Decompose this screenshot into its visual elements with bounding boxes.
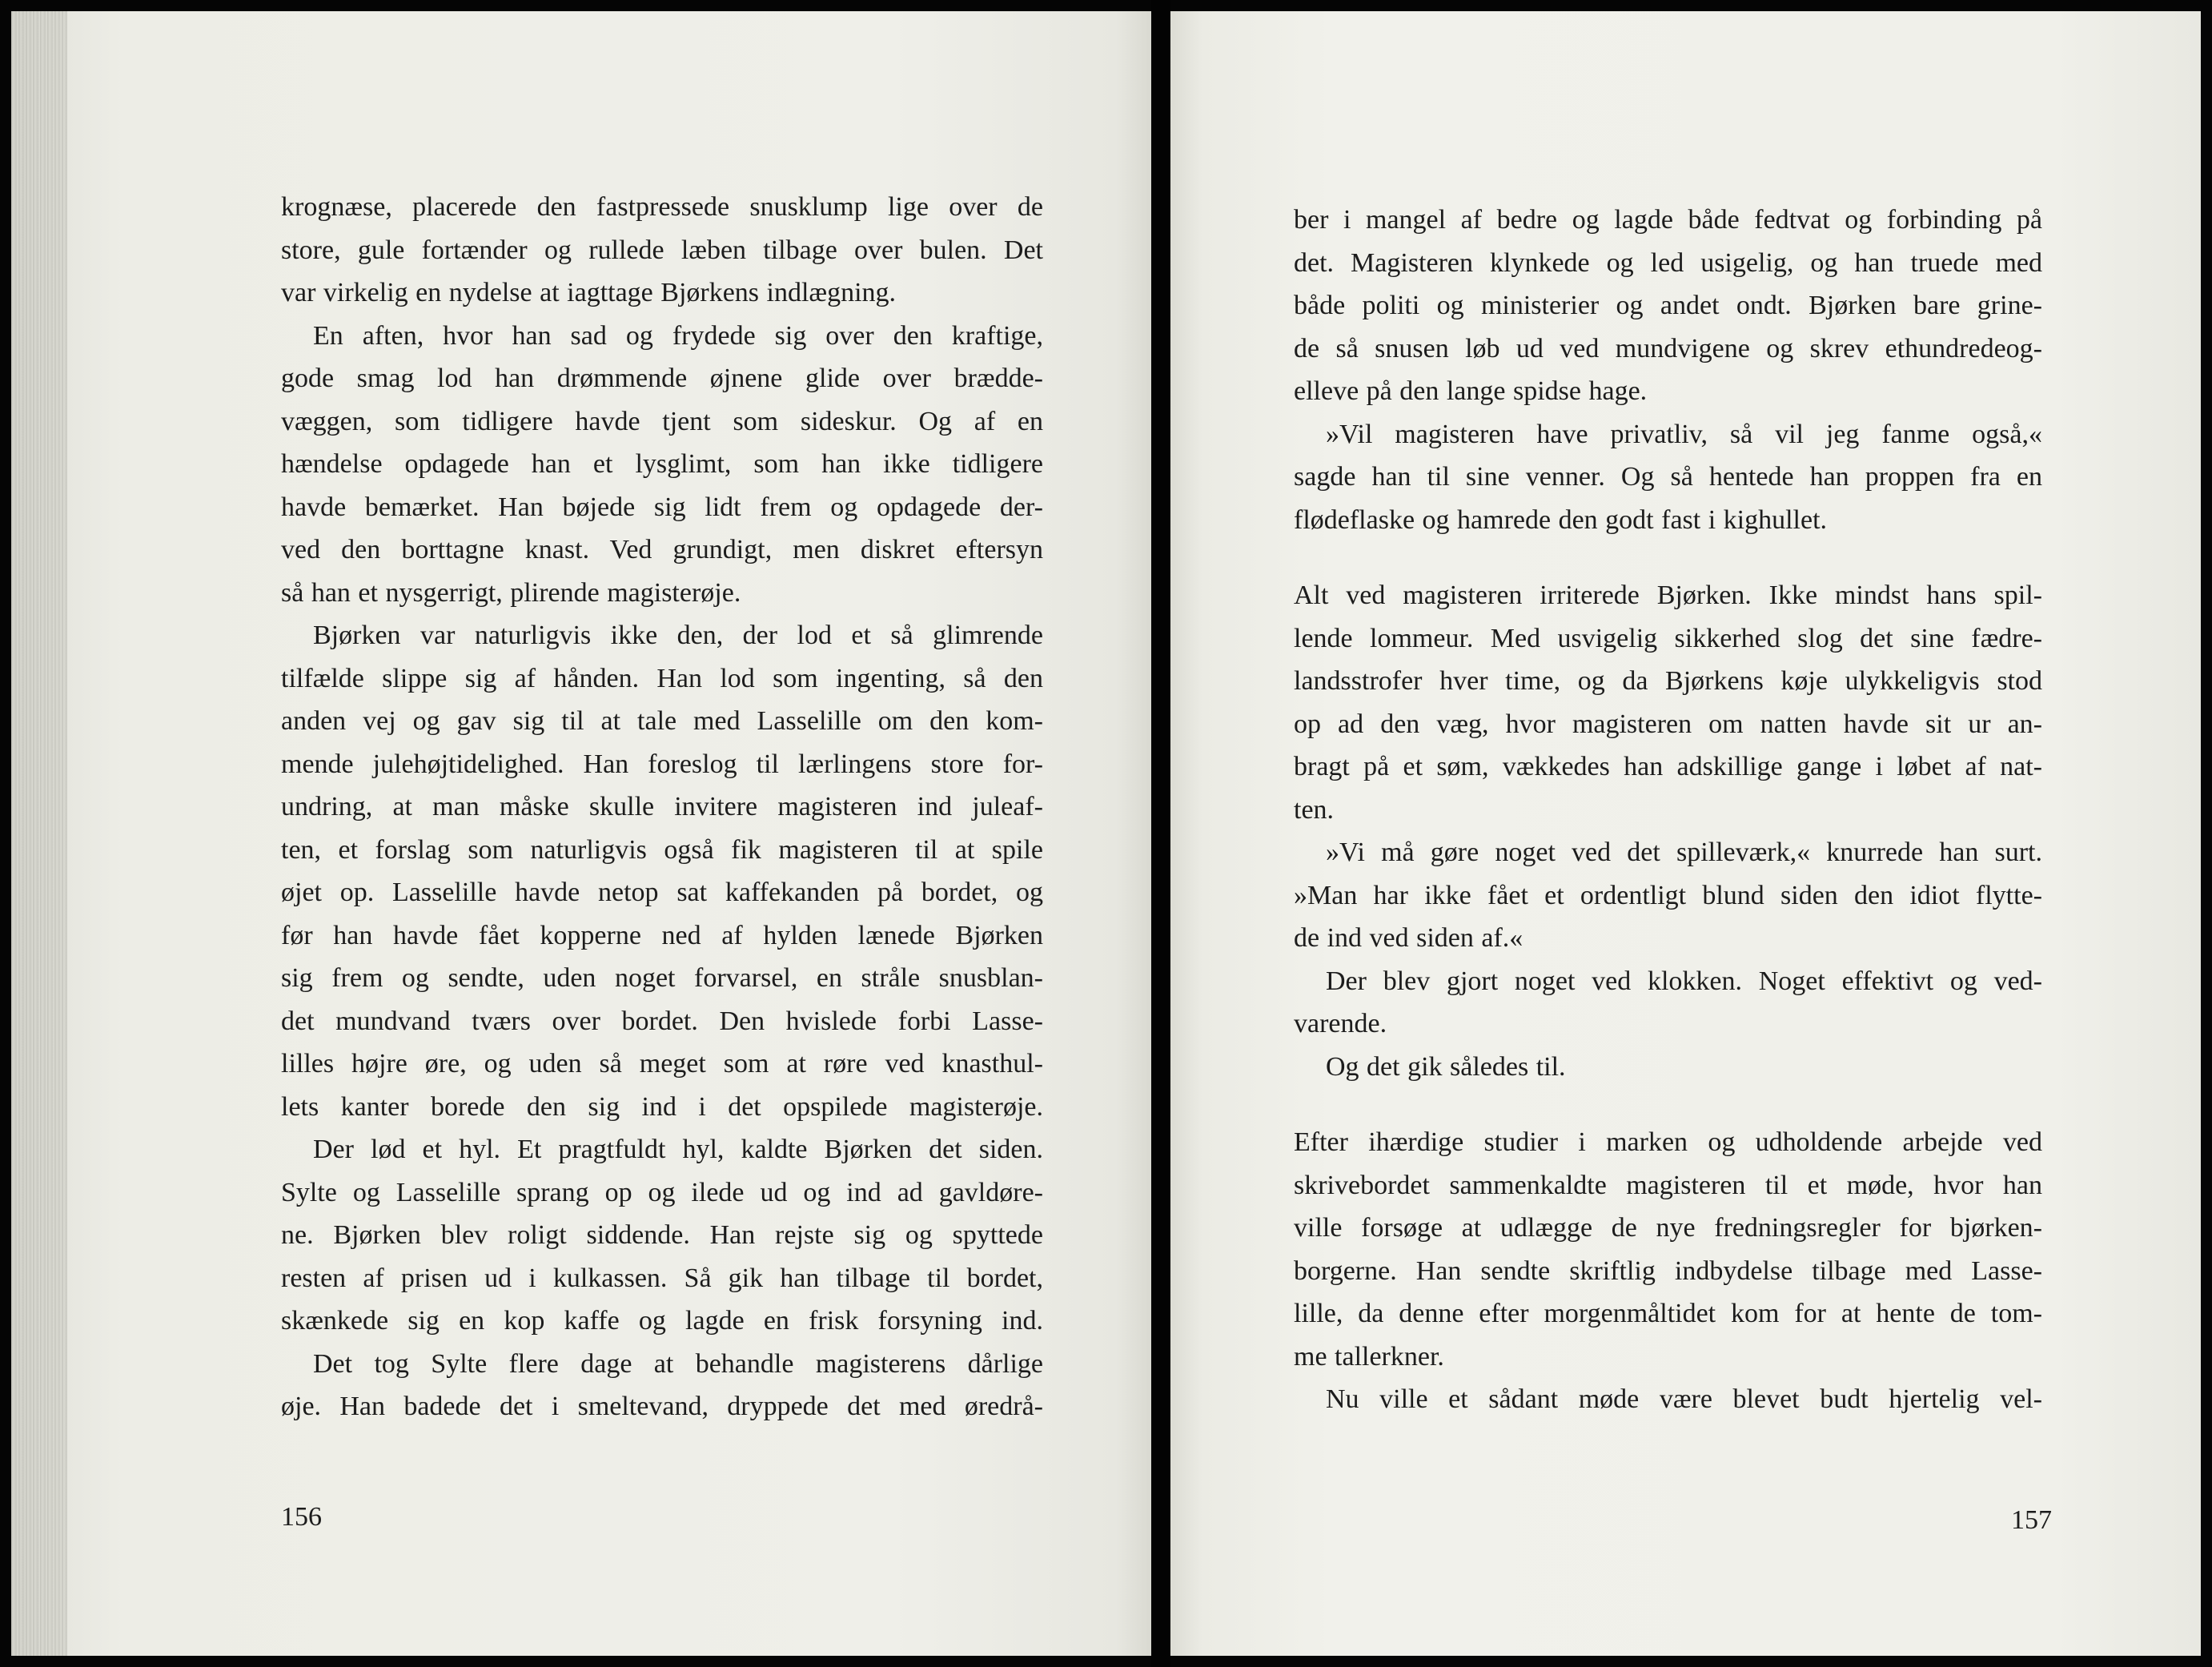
section-break — [1294, 1088, 2042, 1121]
text-line: lille, da denne efter morgenmåltidet kom for at hente de tom- — [1294, 1299, 2042, 1328]
text-line: skrivebordet sammenkaldte magisteren til et møde, hvor han — [1294, 1170, 2042, 1200]
text-line: lilles højre øre, og uden så meget som at røre ved knasthul- — [281, 1049, 1043, 1079]
text-line: øjet op. Lasselille havde netop sat kaffekanden på bordet, og — [281, 878, 1043, 907]
text-line: »Man har ikke fået et ordentligt blund siden den idiot flytte- — [1294, 880, 2042, 910]
right-page — [1170, 11, 2201, 1656]
text-line: ne. Bjørken blev roligt siddende. Han rejste sig og spyttede — [281, 1220, 1043, 1250]
text-line: Der blev gjort noget ved klokken. Noget effektivt og ved- — [1326, 966, 2042, 996]
book-gutter — [1151, 0, 1170, 1667]
text-line: landsstrofer hver time, og da Bjørkens køje ulykkeligvis stod — [1294, 666, 2042, 696]
text-line: lende lommeur. Med usvigelig sikkerhed slog det sine fædre- — [1294, 623, 2042, 653]
text-line: krognæse, placerede den fastpressede snusklump lige over de — [281, 192, 1043, 222]
left-page-body-text — [281, 186, 1043, 1428]
text-line: ber i mangel af bedre og lagde både fedtvat og forbinding på — [1294, 205, 2042, 235]
text-line: ten. — [1294, 794, 1335, 825]
text-line: Det tog Sylte flere dage at behandle magisterens dårlige — [313, 1348, 1043, 1379]
text-line: sagde han til sine venner. Og så hentede han proppen fra en — [1294, 462, 2042, 492]
left-page — [11, 11, 1151, 1656]
text-line: mende julehøjtidelighed. Han foreslog til lærlingens store for- — [281, 749, 1043, 779]
text-line: Efter ihærdige studier i marken og udholdende arbejde ved — [1294, 1127, 2042, 1157]
text-line: de ind ved siden af.« — [1294, 923, 1524, 953]
text-line: resten af prisen ud i kulkassen. Så gik han tilbage til bordet, — [281, 1263, 1043, 1293]
text-line: ville forsøge at udlægge de nye fredningsregler for bjørken- — [1294, 1213, 2042, 1243]
text-line: ten, et forslag som naturligvis også fik magisteren til at spile — [281, 834, 1043, 865]
text-line: varende. — [1294, 1009, 1387, 1038]
text-line: Bjørken var naturligvis ikke den, der lod et så glimrende — [313, 621, 1043, 650]
text-line: øje. Han badede det i smeltevand, dryppede det med øredrå- — [281, 1392, 1043, 1421]
text-line: op ad den væg, hvor magisteren om natten havde sit ur an- — [1294, 709, 2042, 739]
left-page-number: 156 — [281, 1502, 322, 1532]
right-page-number: 157 — [2011, 1505, 2052, 1535]
text-line: hændelse opdagede han et lysglimt, som han ikke tidligere — [281, 449, 1043, 479]
text-line: undring, at man måske skulle invitere magisteren ind juleaf- — [281, 792, 1043, 821]
text-line: både politi og ministerier og andet ondt. Bjørken bare grine- — [1294, 291, 2042, 320]
text-line: En aften, hvor han sad og frydede sig over den kraftige, — [313, 320, 1043, 351]
text-line: ved den borttagne knast. Ved grundigt, men diskret eftersyn — [281, 535, 1043, 564]
text-line: borgerne. Han sendte skriftlig indbydelse tilbage med Lasse- — [1294, 1255, 2042, 1286]
text-line: Og det gik således til. — [1326, 1051, 1566, 1082]
text-line: lets kanter borede den sig ind i det opspilede magisterøje. — [281, 1091, 1043, 1122]
text-line: elleve på den lange spidse hage. — [1294, 376, 1648, 406]
text-line: Der lød et hyl. Et pragtfuldt hyl, kaldte Bjørken det siden. — [313, 1135, 1043, 1164]
text-line: væggen, som tidligere havde tjent som sideskur. Og af en — [281, 406, 1043, 436]
text-line: gode smag lod han drømmende øjnene glide over brædde- — [281, 364, 1043, 393]
text-line: store, gule fortænder og rullede læben tilbage over bulen. Det — [281, 235, 1043, 265]
text-line: »Vi må gøre noget ved det spilleværk,« knurrede han surt. — [1326, 838, 2042, 867]
text-line: Sylte og Lasselille sprang op og ilede ud og ind ad gavldøre- — [281, 1177, 1043, 1207]
text-line: var virkelig en nydelse at iagttage Bjørkens indlægning. — [281, 278, 897, 307]
text-line: Nu ville et sådant møde være blevet budt hjertelig vel- — [1326, 1384, 2042, 1414]
text-line: det mundvand tværs over bordet. Den hvislede forbi Lasse- — [281, 1006, 1043, 1036]
text-line: skænkede sig en kop kaffe og lagde en frisk forsyning ind. — [281, 1306, 1043, 1336]
text-line: »Vil magisteren have privatliv, så vil jeg fanme også,« — [1326, 419, 2042, 449]
text-line: bragt på et søm, vækkedes han adskillige gange i løbet af nat- — [1294, 752, 2042, 781]
text-line: de så snusen løb ud ved mundvigene og skrev ethundredeog- — [1294, 333, 2042, 364]
text-line: anden vej og gav sig til at tale med Lasselille om den kom- — [281, 706, 1043, 736]
text-line: tilfælde slippe sig af hånden. Han lod som ingenting, så den — [281, 663, 1043, 693]
text-line: Alt ved magisteren irriterede Bjørken. Ikke mindst hans spil- — [1294, 580, 2042, 610]
text-line: så han et nysgerrigt, plirende magisterøje. — [281, 577, 741, 608]
text-line: me tallerkner. — [1294, 1341, 1444, 1372]
section-break — [1294, 541, 2042, 574]
text-line: flødeflaske og hamrede den godt fast i kighullet. — [1294, 504, 1828, 535]
text-line: sig frem og sendte, uden noget forvarsel, en stråle snusblan- — [281, 963, 1043, 993]
text-line: havde bemærket. Han bøjede sig lidt frem og opdagede der- — [281, 492, 1043, 522]
text-line: det. Magisteren klynkede og led usigelig, og han truede med — [1294, 247, 2042, 278]
right-page-body-text — [1294, 199, 2042, 1421]
text-line: før han havde fået kopperne ned af hylden lænede Bjørken — [281, 920, 1043, 950]
